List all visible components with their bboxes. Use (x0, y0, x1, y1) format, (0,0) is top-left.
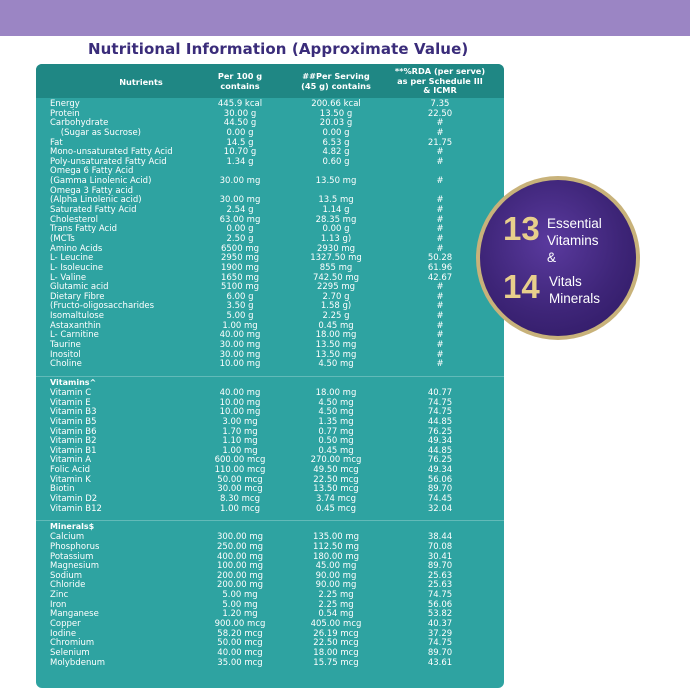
nutrient-name: Vitamin C (50, 387, 92, 398)
per-serving-value: 45.00 mg (315, 561, 357, 572)
nutrient-name: Iron (50, 599, 67, 610)
nutrient-name: Phosphorus (50, 541, 100, 552)
table-row (36, 235, 504, 245)
per100-value: 10.00 mg (219, 359, 261, 370)
per100-value: 58.20 mcg (217, 628, 263, 639)
section-divider (36, 370, 504, 377)
table-row (36, 283, 504, 293)
per100-value: 1.00 mcg (220, 503, 260, 514)
per-serving-value: 3.74 mcg (316, 493, 356, 504)
per100-value: 1.00 mg (222, 445, 258, 456)
table-row (36, 206, 504, 216)
rda-value: # (436, 291, 444, 302)
per100-value: 40.00 mg (219, 330, 261, 341)
per-serving-value: 0.60 g (322, 156, 350, 167)
per100-value: 10.00 mg (219, 407, 261, 418)
table-row (36, 659, 504, 669)
badge-essential-text: Essential (547, 216, 602, 231)
nutrient-name: (MCTs (50, 233, 75, 244)
rda-value: # (436, 156, 444, 167)
rda-value: # (436, 311, 444, 322)
nutrient-name: Inositol (50, 349, 81, 360)
nutrient-name: Vitamin B12 (50, 503, 102, 514)
per-serving-value: 0.77 mg (318, 426, 354, 437)
per100-value: 5.00 mg (222, 599, 258, 610)
header-nutrients: Nutrients (119, 77, 163, 87)
rda-value: 40.77 (427, 387, 453, 398)
per-serving-value: 1327.50 mg (310, 253, 362, 264)
per100-value: 5100 mg (220, 282, 259, 293)
per-serving-value: 15.75 mcg (313, 657, 359, 668)
per-serving-value: 13.50 g (319, 108, 353, 119)
rda-value: 44.85 (427, 416, 453, 427)
rda-value: # (436, 205, 444, 216)
header-per100 (196, 72, 284, 91)
per-serving-value: 0.45 mg (318, 445, 354, 456)
per100-value: 5.00 mg (222, 590, 258, 601)
table-row (36, 322, 504, 332)
rda-value: # (436, 195, 444, 206)
rda-value: 44.85 (427, 445, 453, 456)
per100-value: 1.34 g (226, 156, 254, 167)
header-rda-line3: & ICMR (423, 85, 457, 95)
per-serving-value: 180.00 mg (312, 551, 360, 562)
nutrient-name: Cholesterol (50, 214, 98, 225)
per-serving-value: 26.19 mcg (313, 628, 359, 639)
nutrient-name: Zinc (50, 590, 69, 601)
per-serving-value: 0.50 mg (318, 436, 354, 447)
nutrient-name: Vitamin A (50, 455, 92, 466)
per100-value: 1.20 mg (222, 609, 258, 620)
rda-value: # (436, 127, 444, 138)
per100-value: 30.00 mg (219, 349, 261, 360)
table-row (36, 302, 504, 312)
per-serving-value: 270.00 mcg (310, 455, 362, 466)
nutrient-name: Chromium (50, 638, 95, 649)
nutrient-name: Magnesium (50, 561, 100, 572)
rda-value: # (436, 233, 444, 244)
nutrient-name: Poly-unsaturated Fatty Acid (50, 156, 167, 167)
per-serving-value: 112.50 mg (312, 541, 360, 552)
nutrient-name: Molybdenum (50, 657, 106, 668)
per-serving-value: 13.5 mg (318, 195, 354, 206)
per100-value: 30.00 mg (219, 176, 261, 187)
table-row (36, 225, 504, 235)
rda-value: # (436, 359, 444, 370)
per100-value: 30.00 mg (219, 195, 261, 206)
per-serving-value: 13.50 mg (315, 340, 357, 351)
per100-value: 1.00 mg (222, 320, 258, 331)
nutrient-name: Selenium (50, 647, 90, 658)
per-serving-value: 1.58 g) (320, 301, 352, 312)
per100-value: 250.00 mg (216, 541, 264, 552)
nutrient-name: Trans Fatty Acid (50, 224, 117, 235)
rda-value: 32.04 (427, 503, 453, 514)
per100-value: 5.00 g (226, 311, 254, 322)
rda-value: 38.44 (427, 532, 453, 543)
rda-value: 74.45 (427, 493, 453, 504)
rda-value: # (436, 301, 444, 312)
table-row (36, 351, 504, 361)
nutrient-name: (Sugar as Sucrose) (50, 127, 141, 138)
rda-value: 50.28 (427, 253, 453, 264)
nutrient-name: Choline (50, 359, 82, 370)
nutrition-table (36, 64, 504, 688)
rda-value: 56.06 (427, 474, 453, 485)
per-serving-value: 2.25 mg (318, 599, 354, 610)
rda-value: # (436, 349, 444, 360)
rda-value: 49.34 (427, 436, 453, 447)
rda-value: 89.70 (427, 484, 453, 495)
per100-value: 900.00 mcg (214, 619, 266, 630)
nutrient-name: Vitamin B6 (50, 426, 97, 437)
nutrient-name: L- Carnitine (50, 330, 99, 341)
rda-value: 25.63 (427, 580, 453, 591)
per-serving-value: 2.25 mg (318, 590, 354, 601)
per100-value: 30.00 mg (219, 340, 261, 351)
header-rda-line2: as per Schedule III (397, 75, 483, 86)
rda-value: 70.08 (427, 541, 453, 552)
table-body (36, 100, 504, 668)
per100-value: 14.5 g (226, 137, 254, 148)
rda-value: 25.63 (427, 570, 453, 581)
nutrient-name: Saturated Fatty Acid (50, 205, 137, 216)
table-row (36, 341, 504, 351)
rda-value: 89.70 (427, 561, 453, 572)
badge-vitamins-text: Vitamins (547, 233, 599, 248)
per-serving-value: 200.66 kcal (311, 99, 361, 109)
page-title: Nutritional Information (Approximate Value) (88, 40, 469, 58)
per-serving-value: 2295 mg (316, 282, 355, 293)
header-serving (286, 72, 386, 91)
nutrient-name: (Alpha Linolenic acid) (50, 195, 142, 206)
per-serving-value: 4.50 mg (318, 397, 354, 408)
per100-value: 2950 mg (220, 253, 259, 264)
per100-value: 600.00 mcg (214, 455, 266, 466)
rda-value: 76.25 (427, 455, 453, 466)
rda-value: 43.61 (427, 657, 453, 668)
rda-value: 74.75 (427, 590, 453, 601)
per-serving-value: 18.00 mcg (313, 647, 359, 658)
table-row (36, 360, 504, 370)
nutrient-name: Manganese (50, 609, 99, 620)
badge-minerals-text: Minerals (549, 291, 601, 306)
nutrient-name: Vitamin B1 (50, 445, 97, 456)
per-serving-value: 0.00 g (322, 127, 350, 138)
rda-value: # (436, 147, 444, 158)
rda-value: # (436, 243, 444, 254)
per100-value: 300.00 mg (216, 532, 264, 543)
per100-value: 1.70 mg (222, 426, 258, 437)
table-row (36, 331, 504, 341)
per-serving-value: 0.45 mg (318, 320, 354, 331)
per100-value: 50.00 mcg (217, 638, 263, 649)
table-row (36, 505, 504, 515)
header-serving-line2: (45 g) contains (301, 80, 371, 91)
rda-value: # (436, 214, 444, 225)
per-serving-value: 20.03 g (319, 118, 353, 129)
per-serving-value: 6.53 g (322, 137, 350, 148)
rda-value: # (436, 118, 444, 129)
per100-value: 10.00 mg (219, 397, 261, 408)
per-serving-value: 855 mg (319, 262, 353, 273)
nutrient-name: Sodium (50, 570, 83, 581)
per-serving-value: 13.50 mcg (313, 484, 359, 495)
per-serving-value: 18.00 mg (315, 330, 357, 341)
nutrient-name: Calcium (50, 532, 85, 543)
rda-value: 61.96 (427, 262, 453, 273)
nutrient-name: Vitamin D2 (50, 493, 98, 504)
per-serving-value: 4.82 g (322, 147, 350, 158)
nutrient-name: L- Leucine (50, 253, 94, 264)
rda-value: 53.82 (427, 609, 453, 620)
nutrient-name: Vitamin B3 (50, 407, 97, 418)
per-serving-value: 0.54 mg (318, 609, 354, 620)
per100-value: 1650 mg (220, 272, 259, 283)
per100-value: 44.50 g (223, 118, 257, 129)
per100-value: 50.00 mcg (217, 474, 263, 485)
rda-value: # (436, 340, 444, 351)
per100-value: 3.50 g (226, 301, 254, 312)
rda-value: 37.29 (427, 628, 453, 639)
rda-value: 89.70 (427, 647, 453, 658)
badge-minerals-count: 14 (503, 268, 540, 305)
nutrient-name: Folic Acid (50, 465, 90, 476)
per-serving-value: 13.50 mg (315, 349, 357, 360)
header-rda-line1: **%RDA (per serve) (394, 66, 486, 76)
rda-value: 74.75 (427, 407, 453, 418)
nutrient-name: Potassium (50, 551, 94, 562)
rda-value: 22.50 (427, 108, 453, 119)
per100-value: 110.00 mcg (214, 465, 266, 476)
per100-value: 1900 mg (220, 262, 259, 273)
per-serving-value: 49.50 mcg (313, 465, 359, 476)
badge-vitamins-count: 13 (503, 210, 540, 247)
per100-value: 200.00 mg (216, 570, 264, 581)
per100-value: 8.30 mcg (220, 493, 260, 504)
header-per100-line2: contains (220, 80, 260, 91)
per100-value: 40.00 mcg (217, 647, 263, 658)
per-serving-value: 2930 mg (316, 243, 355, 254)
nutrient-name: Dietary Fibre (50, 291, 105, 302)
minerals-section-header-label: Minerals$ (50, 522, 95, 532)
vitamins-section-header-label: Vitamins^ (50, 377, 97, 387)
per-serving-value: 90.00 mg (315, 570, 357, 581)
per100-value: 30.00 mcg (217, 484, 263, 495)
per100-value: 2.50 g (226, 233, 254, 244)
per-serving-value: 18.00 mg (315, 387, 357, 398)
nutrient-name: Vitamin B5 (50, 416, 97, 427)
per-serving-value: 90.00 mg (315, 580, 357, 591)
nutrient-name: Copper (50, 619, 81, 630)
rda-value: 21.75 (427, 137, 453, 148)
rda-value: 40.37 (427, 619, 453, 630)
per100-value: 200.00 mg (216, 580, 264, 591)
nutrient-name: Protein (50, 108, 80, 119)
per-serving-value: 4.50 mg (318, 407, 354, 418)
header-serving-line1: ##Per Serving (302, 71, 370, 81)
nutrient-name: Fat (50, 137, 63, 148)
per100-value: 445.9 kcal (217, 99, 263, 109)
rda-value: 7.35 (430, 99, 450, 109)
nutrients-badge (480, 180, 636, 336)
per-serving-value: 22.50 mcg (313, 474, 359, 485)
per100-value: 0.00 g (226, 127, 254, 138)
nutrient-name: Astaxanthin (50, 320, 101, 331)
per-serving-value: 13.50 mg (315, 176, 357, 187)
per-serving-value: 135.00 mg (312, 532, 360, 543)
nutrient-name: Iodine (50, 628, 77, 639)
per100-value: 40.00 mg (219, 387, 261, 398)
rda-value: 74.75 (427, 638, 453, 649)
per100-value: 100.00 mg (216, 561, 264, 572)
nutrient-name: Vitamin E (50, 397, 91, 408)
per100-value: 63.00 mg (219, 214, 261, 225)
nutrient-name: (Gamma Linolenic Acid) (50, 176, 152, 187)
per100-value: 6500 mg (220, 243, 259, 254)
per-serving-value: 1.13 g) (320, 233, 352, 244)
per100-value: 35.00 mcg (217, 657, 263, 668)
per-serving-value: 28.35 mg (315, 214, 357, 225)
per-serving-value: 0.45 mcg (316, 503, 356, 514)
table-row (36, 312, 504, 322)
rda-value: 56.06 (427, 599, 453, 610)
nutrient-name: L- Valine (50, 272, 87, 283)
nutrient-name: Taurine (50, 340, 81, 351)
per100-value: 2.54 g (226, 205, 254, 216)
badge-ampersand: & (547, 250, 557, 265)
nutrient-name: Chloride (50, 580, 86, 591)
nutrient-name: Mono-unsaturated Fatty Acid (50, 147, 173, 158)
per100-value: 400.00 mg (216, 551, 264, 562)
per-serving-value: 742.50 mg (312, 272, 360, 283)
rda-value: 42.67 (427, 272, 453, 283)
table-header (36, 64, 504, 98)
per100-value: 30.00 g (223, 108, 257, 119)
per100-value: 6.00 g (226, 291, 254, 302)
per-serving-value: 2.70 g (322, 291, 350, 302)
header-per100-line1: Per 100 g (217, 71, 263, 81)
nutrient-name: Vitamin K (50, 474, 91, 485)
per100-value: 1.10 mg (222, 436, 258, 447)
nutrient-name: Carbohydrate (50, 118, 109, 129)
badge-vitals-text: Vitals (549, 274, 582, 289)
nutrient-name: Isomaltulose (50, 311, 104, 322)
rda-value: # (436, 176, 444, 187)
nutrient-name: Omega 6 Fatty Acid (50, 166, 134, 177)
rda-value: # (436, 224, 444, 235)
nutrient-name: Amino Acids (50, 243, 103, 254)
section-divider (36, 514, 504, 521)
nutrient-name: (Fructo-oligosaccharides (50, 301, 155, 312)
per100-value: 10.70 g (223, 147, 257, 158)
header-rda (376, 67, 504, 96)
per-serving-value: 1.35 mg (318, 416, 354, 427)
per-serving-value: 1.14 g (322, 205, 350, 216)
rda-value: # (436, 320, 444, 331)
per-serving-value: 22.50 mcg (313, 638, 359, 649)
per-serving-value: 0.00 g (322, 224, 350, 235)
nutrient-name: Energy (50, 99, 80, 109)
rda-value: 49.34 (427, 465, 453, 476)
nutrient-name: Biotin (50, 484, 75, 495)
per-serving-value: 4.50 mg (318, 359, 354, 370)
rda-value: 74.75 (427, 397, 453, 408)
rda-value: # (436, 282, 444, 293)
nutrient-name: Vitamin B2 (50, 436, 97, 447)
top-banner (0, 0, 690, 36)
rda-value: 30.41 (427, 551, 453, 562)
rda-value: # (436, 330, 444, 341)
nutrient-name: Omega 3 Fatty acid (50, 185, 133, 196)
nutrient-name: L- Isoleucine (50, 262, 104, 273)
per-serving-value: 405.00 mcg (310, 619, 362, 630)
rda-value: 76.25 (427, 426, 453, 437)
per100-value: 3.00 mg (222, 416, 258, 427)
nutrient-name: Glutamic acid (50, 282, 109, 293)
per-serving-value: 2.25 g (322, 311, 350, 322)
per100-value: 0.00 g (226, 224, 254, 235)
